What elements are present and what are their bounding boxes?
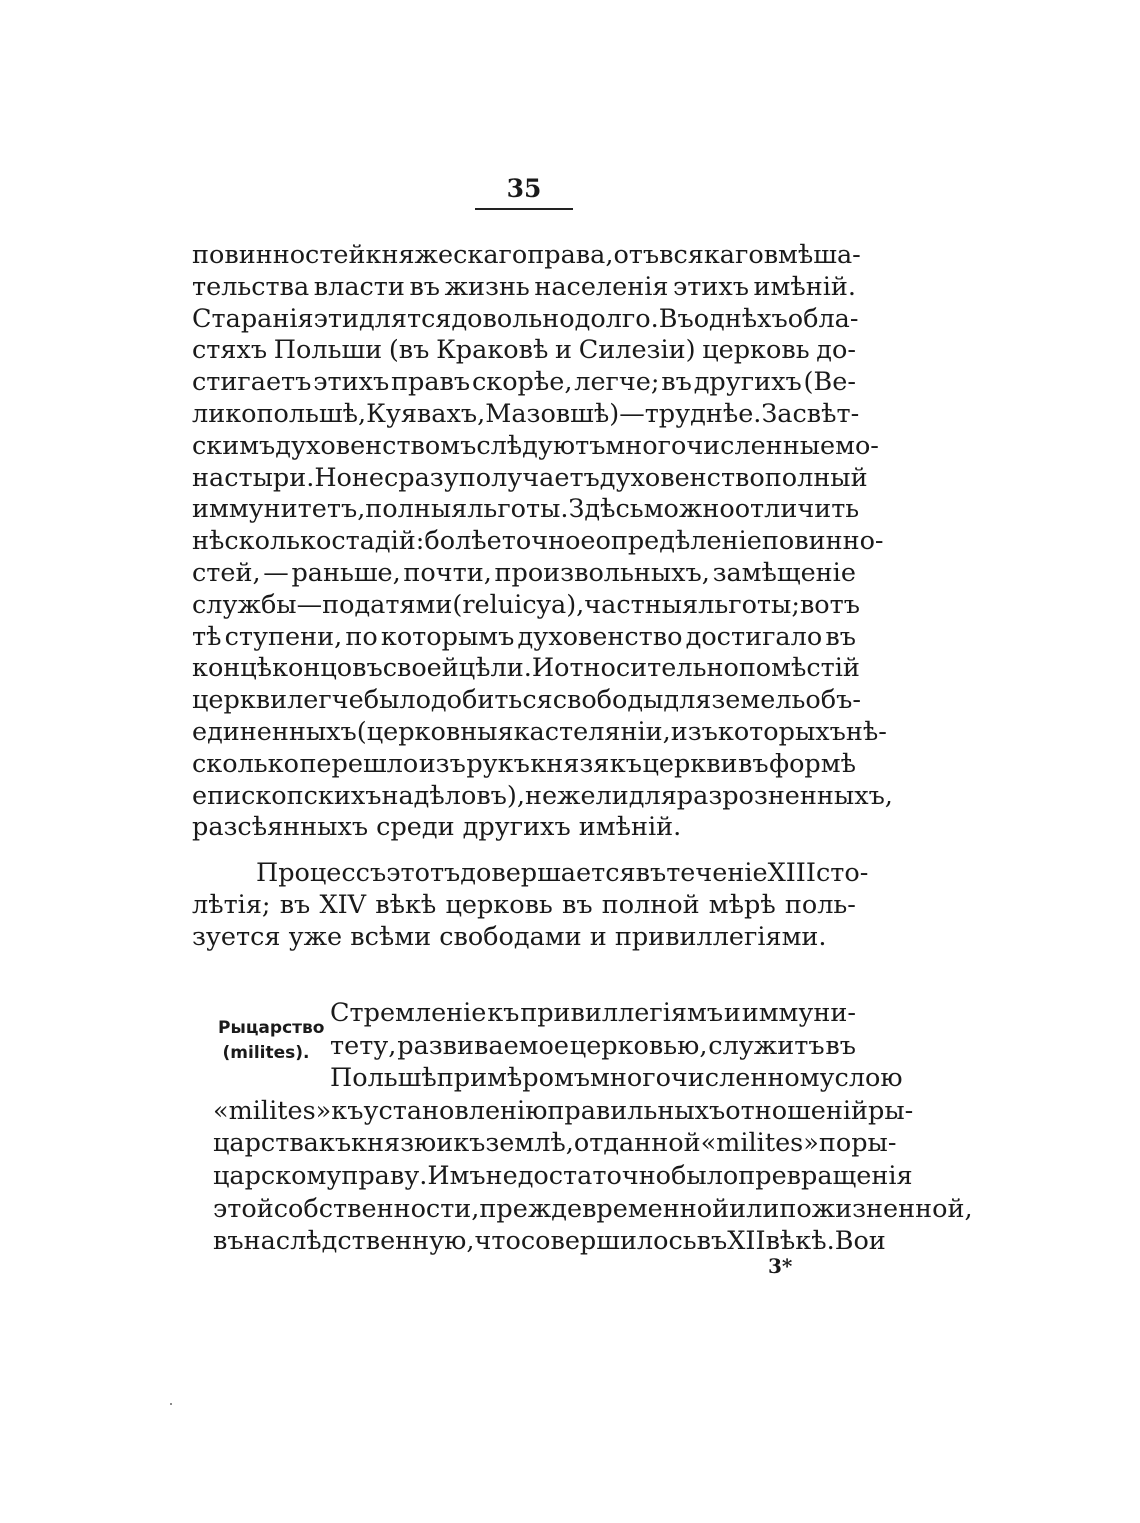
paragraph-1-line: настыри. Но не сразу получаетъ духовенство полный — [192, 462, 868, 493]
paragraph-1-line: единенныхъ (церковныя кастеляніи, изъ которыхъ нѣ- — [192, 717, 887, 747]
paragraph-1-line: разсѣянныхъ среди другихъ имѣній. — [192, 812, 682, 843]
paragraph-1-line: церкви легче было добиться свободы для земель объ- — [192, 685, 861, 716]
paragraph-1-line: концѣ концовъ своей цѣли. И относительно помѣстій — [192, 653, 860, 684]
paragraph-1-line: стей, — раньше, почти, произвольныхъ, замѣщеніе — [192, 558, 856, 588]
paragraph-1-line: стигаетъ этихъ правъ скорѣе, легче; въ другихъ (Ве- — [192, 367, 856, 398]
margin-note-line-2: (milites). — [222, 1043, 310, 1063]
paragraph-1-line: сколько перешло изъ рукъ князя къ церкви въ формѣ — [192, 748, 856, 779]
paragraph-3-line: царства къ князю и къ землѣ, отданной «milites» по ры- — [213, 1128, 897, 1159]
paragraph-1-line: службы — податями (reluicya), частныя льготы; вотъ — [192, 589, 860, 620]
paragraph-1-line: Старанія эти длятся довольно долго. Въ однѣхъ обла- — [192, 303, 859, 334]
paragraph-1-line: епископскихъ надѣловъ), нежели для разрозненныхъ, — [192, 780, 893, 811]
paragraph-1-line: ликопольшѣ, Куявахъ, Мазовшѣ) — труднѣе. За свѣт- — [192, 399, 860, 429]
paragraph-3-line: тету, развиваемое церковью, служитъ въ — [330, 1030, 856, 1061]
paragraph-3-line: въ наслѣдственную, что совершилось въ XII вѣкѣ. Вои — [213, 1226, 886, 1257]
margin-note-line-1: Рыцарство — [218, 1018, 325, 1038]
paragraph-1-line: тѣ ступени, по которымъ духовенство достигало въ — [192, 621, 856, 652]
paragraph-1-line: скимъ духовенствомъ слѣдуютъ многочисленные мо- — [192, 430, 879, 461]
paragraph-3-line: этой собственности, прежде временной или пожизненной, — [213, 1193, 973, 1224]
paragraph-2-line: лѣтія; въ XIV вѣкѣ церковь въ полной мѣрѣ поль- — [192, 889, 856, 920]
page-number: 35 — [506, 174, 542, 203]
stray-dot — [170, 1403, 172, 1405]
paragraph-2-line: Процессъ этотъ довершается въ теченіе XIII сто- — [256, 858, 869, 888]
paragraph-2-line: зуется уже всѣми свободами и привиллегіями. — [192, 921, 827, 952]
paragraph-3-line: «milites» къ установленію правильныхъ отношеній ры- — [213, 1095, 914, 1126]
paragraph-3-line: Польшѣ примѣромъ многочисленному слою — [330, 1063, 903, 1094]
page-number-rule — [475, 208, 573, 210]
signature-mark: 3* — [768, 1254, 793, 1278]
paragraph-1-line: стяхъ Польши (въ Краковѣ и Силезіи) церковь до- — [192, 335, 856, 366]
paragraph-1-line: повинностей княжескаго права, отъ всякаго вмѣша- — [192, 240, 861, 270]
paragraph-3-line: царскому праву. Имъ недостаточно было превращенія — [213, 1161, 913, 1191]
paragraph-1-line: нѣсколько стадій: болѣе точное опредѣленіе повинно- — [192, 526, 884, 557]
paragraph-1-line: иммунитетъ, полныя льготы. Здѣсь можно отличить — [192, 494, 860, 525]
paragraph-3-line: Стремленіе къ привиллегіямъ и иммуни- — [330, 998, 856, 1028]
paragraph-1-line: тельства власти въ жизнь населенія этихъ имѣній. — [192, 271, 856, 302]
